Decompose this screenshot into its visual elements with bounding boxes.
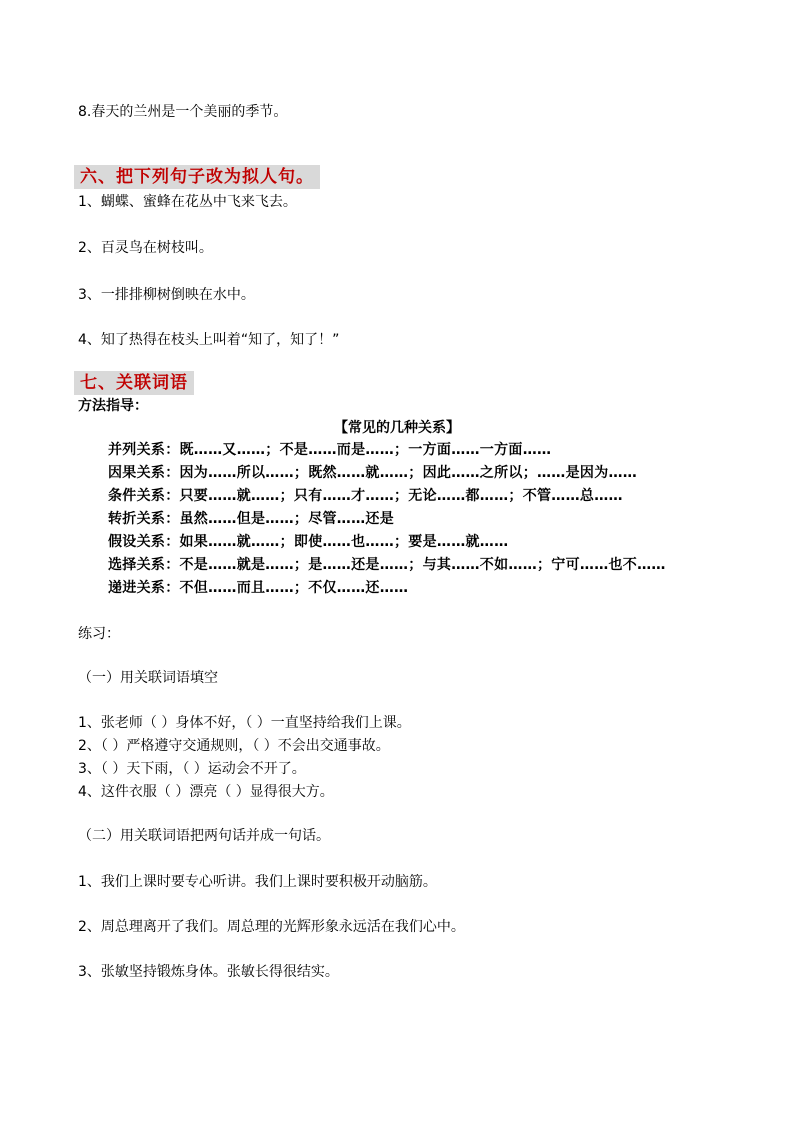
- relation-hypothetical: 假设关系：如果……就……；即使……也……；要是……就……: [108, 534, 509, 550]
- section-6-item-1: 1、蝴蝶、蜜蜂在花丛中飞来飞去。: [78, 194, 297, 210]
- relation-alternative: 选择关系：不是……就是……；是……还是……；与其……不如……；宁可……也不……: [108, 557, 666, 573]
- practice-label: 练习：: [78, 626, 120, 642]
- relation-conditional: 条件关系：只要……就……；只有……才……；无论……都……；不管……总……: [108, 488, 623, 504]
- part-1-item-2: 2、（ ）严格遵守交通规则，（ ）不会出交通事故。: [78, 738, 390, 754]
- part-1-title: （一）用关联词语填空: [78, 670, 218, 686]
- part-2-item-1: 1、我们上课时要专心听讲。我们上课时要积极开动脑筋。: [78, 874, 437, 890]
- section-6-heading: 六、把下列句子改为拟人句。: [74, 165, 320, 189]
- section-6-item-3: 3、一排排柳树倒映在水中。: [78, 287, 255, 303]
- part-2-item-3: 3、张敏坚持锻炼身体。张敏长得很结实。: [78, 964, 339, 980]
- part-2-title: （二）用关联词语把两句话并成一句话。: [78, 828, 330, 844]
- relations-title: 【常见的几种关系】: [334, 420, 460, 436]
- part-2-item-2: 2、周总理离开了我们。周总理的光辉形象永远活在我们心中。: [78, 919, 465, 935]
- relation-adversative: 转折关系：虽然……但是……；尽管……还是: [108, 511, 394, 527]
- previous-item-8: 8.春天的兰州是一个美丽的季节。: [78, 104, 288, 120]
- section-6-item-4: 4、知了热得在枝头上叫着“知了，知了！”: [78, 332, 340, 348]
- part-1-item-3: 3、（ ）天下雨，（ ）运动会不开了。: [78, 761, 306, 777]
- method-guide-label: 方法指导：: [78, 398, 148, 414]
- part-1-item-1: 1、张老师（ ）身体不好，（ ）一直坚持给我们上课。: [78, 715, 411, 731]
- section-6-item-2: 2、百灵鸟在树枝叫。: [78, 240, 213, 256]
- relation-parallel: 并列关系：既……又……；不是……而是……；一方面……一方面……: [108, 442, 552, 458]
- relation-progressive: 递进关系：不但……而且……；不仅……还……: [108, 580, 409, 596]
- section-7-heading: 七、关联词语: [74, 371, 194, 395]
- part-1-item-4: 4、这件衣服（ ）漂亮（ ）显得很大方。: [78, 784, 334, 800]
- relation-causal: 因果关系：因为……所以……；既然……就……；因此……之所以；……是因为……: [108, 465, 638, 481]
